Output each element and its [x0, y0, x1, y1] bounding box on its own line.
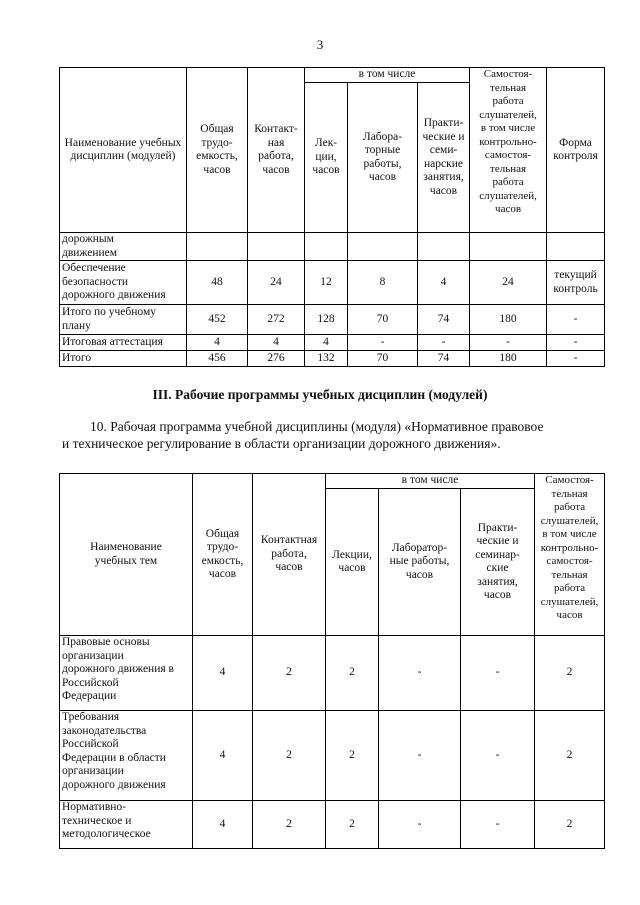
row-name: Требования законодательства Российской Федерации в области организации дорожного движения — [60, 711, 193, 801]
table-row — [60, 801, 605, 849]
cell-labs: - — [379, 636, 461, 711]
cell-form: - — [547, 335, 605, 351]
cell-contact: 276 — [248, 351, 305, 367]
cell-contact: 2 — [253, 636, 326, 711]
cell-lectures: 12 — [305, 261, 348, 305]
cell-labs: - — [348, 335, 418, 351]
cell-practice: - — [461, 636, 535, 711]
cell-lectures: 2 — [326, 636, 379, 711]
header-total-hours: Общая трудо- емкость, часов — [193, 474, 253, 636]
row-name: Итоговая аттестация — [60, 335, 187, 351]
cell-self: 180 — [470, 351, 547, 367]
cell-labs — [348, 233, 418, 261]
cell-total — [187, 233, 248, 261]
cell-lectures: 4 — [305, 335, 348, 351]
cell-labs: 70 — [348, 305, 418, 335]
table-row — [60, 335, 605, 351]
header-self-study: Самостоя- тельная работа слушателей, в том числе контрольно- самостоя- тельная работа слушателей, часов — [535, 474, 605, 636]
cell-contact: 272 — [248, 305, 305, 335]
row-name: Итого по учебному плану — [60, 305, 187, 335]
cell-lectures: 2 — [326, 711, 379, 801]
cell-form: - — [547, 305, 605, 335]
header-labs: Лаборатор- ные работы, часов — [379, 489, 461, 636]
header-discipline-name: Наименование учебных дисциплин (модулей) — [60, 68, 187, 233]
cell-total: 4 — [193, 636, 253, 711]
row-name: Обеспечение безопасности дорожного движения — [60, 261, 187, 305]
header-total-hours: Общая трудо- емкость, часов — [187, 68, 248, 233]
row-name: Нормативно- техническое и методологическое — [60, 801, 193, 849]
row-name: дорожным движением — [60, 233, 187, 261]
cell-lectures: 2 — [326, 801, 379, 849]
cell-self: - — [470, 335, 547, 351]
section-title: III. Рабочие программы учебных дисциплин (модулей) — [152, 387, 488, 402]
cell-contact — [248, 233, 305, 261]
cell-self: 2 — [535, 711, 605, 801]
cell-form: - — [547, 351, 605, 367]
cell-total: 48 — [187, 261, 248, 305]
curriculum-table — [59, 67, 605, 367]
header-self-study: Самостоя- тельная работа слушателей, в том числе контрольно- самостоя- тельная работа слушателей, часов — [470, 68, 547, 233]
header-including: в том числе — [326, 474, 535, 489]
cell-labs: - — [379, 711, 461, 801]
cell-practice: 4 — [418, 261, 470, 305]
cell-practice: 74 — [418, 351, 470, 367]
header-practice: Практи- ческие и семинар- ские занятия, часов — [461, 489, 535, 636]
cell-self: 180 — [470, 305, 547, 335]
cell-self: 2 — [535, 636, 605, 711]
cell-self — [470, 233, 547, 261]
cell-practice — [418, 233, 470, 261]
table-row — [60, 711, 605, 801]
header-topic-name: Наименование учебных тем — [60, 474, 193, 636]
program-paragraph: 10. Рабочая программа учебной дисциплины (модуля) «Нормативное правовое и техническое регулирование в области организации дорожного движения». — [62, 419, 544, 451]
table-row — [60, 261, 605, 305]
page-number: 3 — [316, 37, 324, 52]
cell-self: 24 — [470, 261, 547, 305]
cell-lectures — [305, 233, 348, 261]
cell-labs: - — [379, 801, 461, 849]
cell-self: 2 — [535, 801, 605, 849]
cell-contact: 4 — [248, 335, 305, 351]
cell-practice: - — [418, 335, 470, 351]
cell-form: текущий контроль — [547, 261, 605, 305]
row-name: Правовые основы организации дорожного движения в Российской Федерации — [60, 636, 193, 711]
cell-form — [547, 233, 605, 261]
cell-lectures: 128 — [305, 305, 348, 335]
cell-total: 4 — [187, 335, 248, 351]
cell-labs: 8 — [348, 261, 418, 305]
header-lectures: Лек- ции, часов — [305, 83, 348, 233]
cell-labs: 70 — [348, 351, 418, 367]
cell-contact: 2 — [253, 711, 326, 801]
table-row — [60, 305, 605, 335]
cell-practice: - — [461, 711, 535, 801]
header-lectures: Лекции, часов — [326, 489, 379, 636]
header-control-form: Форма контроля — [547, 68, 605, 233]
table-row — [60, 636, 605, 711]
cell-total: 452 — [187, 305, 248, 335]
header-labs: Лабора- торные работы, часов — [348, 83, 418, 233]
cell-total: 4 — [193, 711, 253, 801]
cell-total: 4 — [193, 801, 253, 849]
cell-total: 456 — [187, 351, 248, 367]
topics-table — [59, 473, 605, 849]
header-practice: Практи- ческие и семи- нарские занятия, часов — [418, 83, 470, 233]
cell-contact: 2 — [253, 801, 326, 849]
header-contact-hours: Контактная работа, часов — [253, 474, 326, 636]
table-row — [60, 351, 605, 367]
cell-practice: 74 — [418, 305, 470, 335]
cell-practice: - — [461, 801, 535, 849]
table-row — [60, 233, 605, 261]
row-name: Итого — [60, 351, 187, 367]
header-contact-hours: Контакт- ная работа, часов — [248, 68, 305, 233]
cell-lectures: 132 — [305, 351, 348, 367]
header-including: в том числе — [305, 68, 470, 83]
cell-contact: 24 — [248, 261, 305, 305]
